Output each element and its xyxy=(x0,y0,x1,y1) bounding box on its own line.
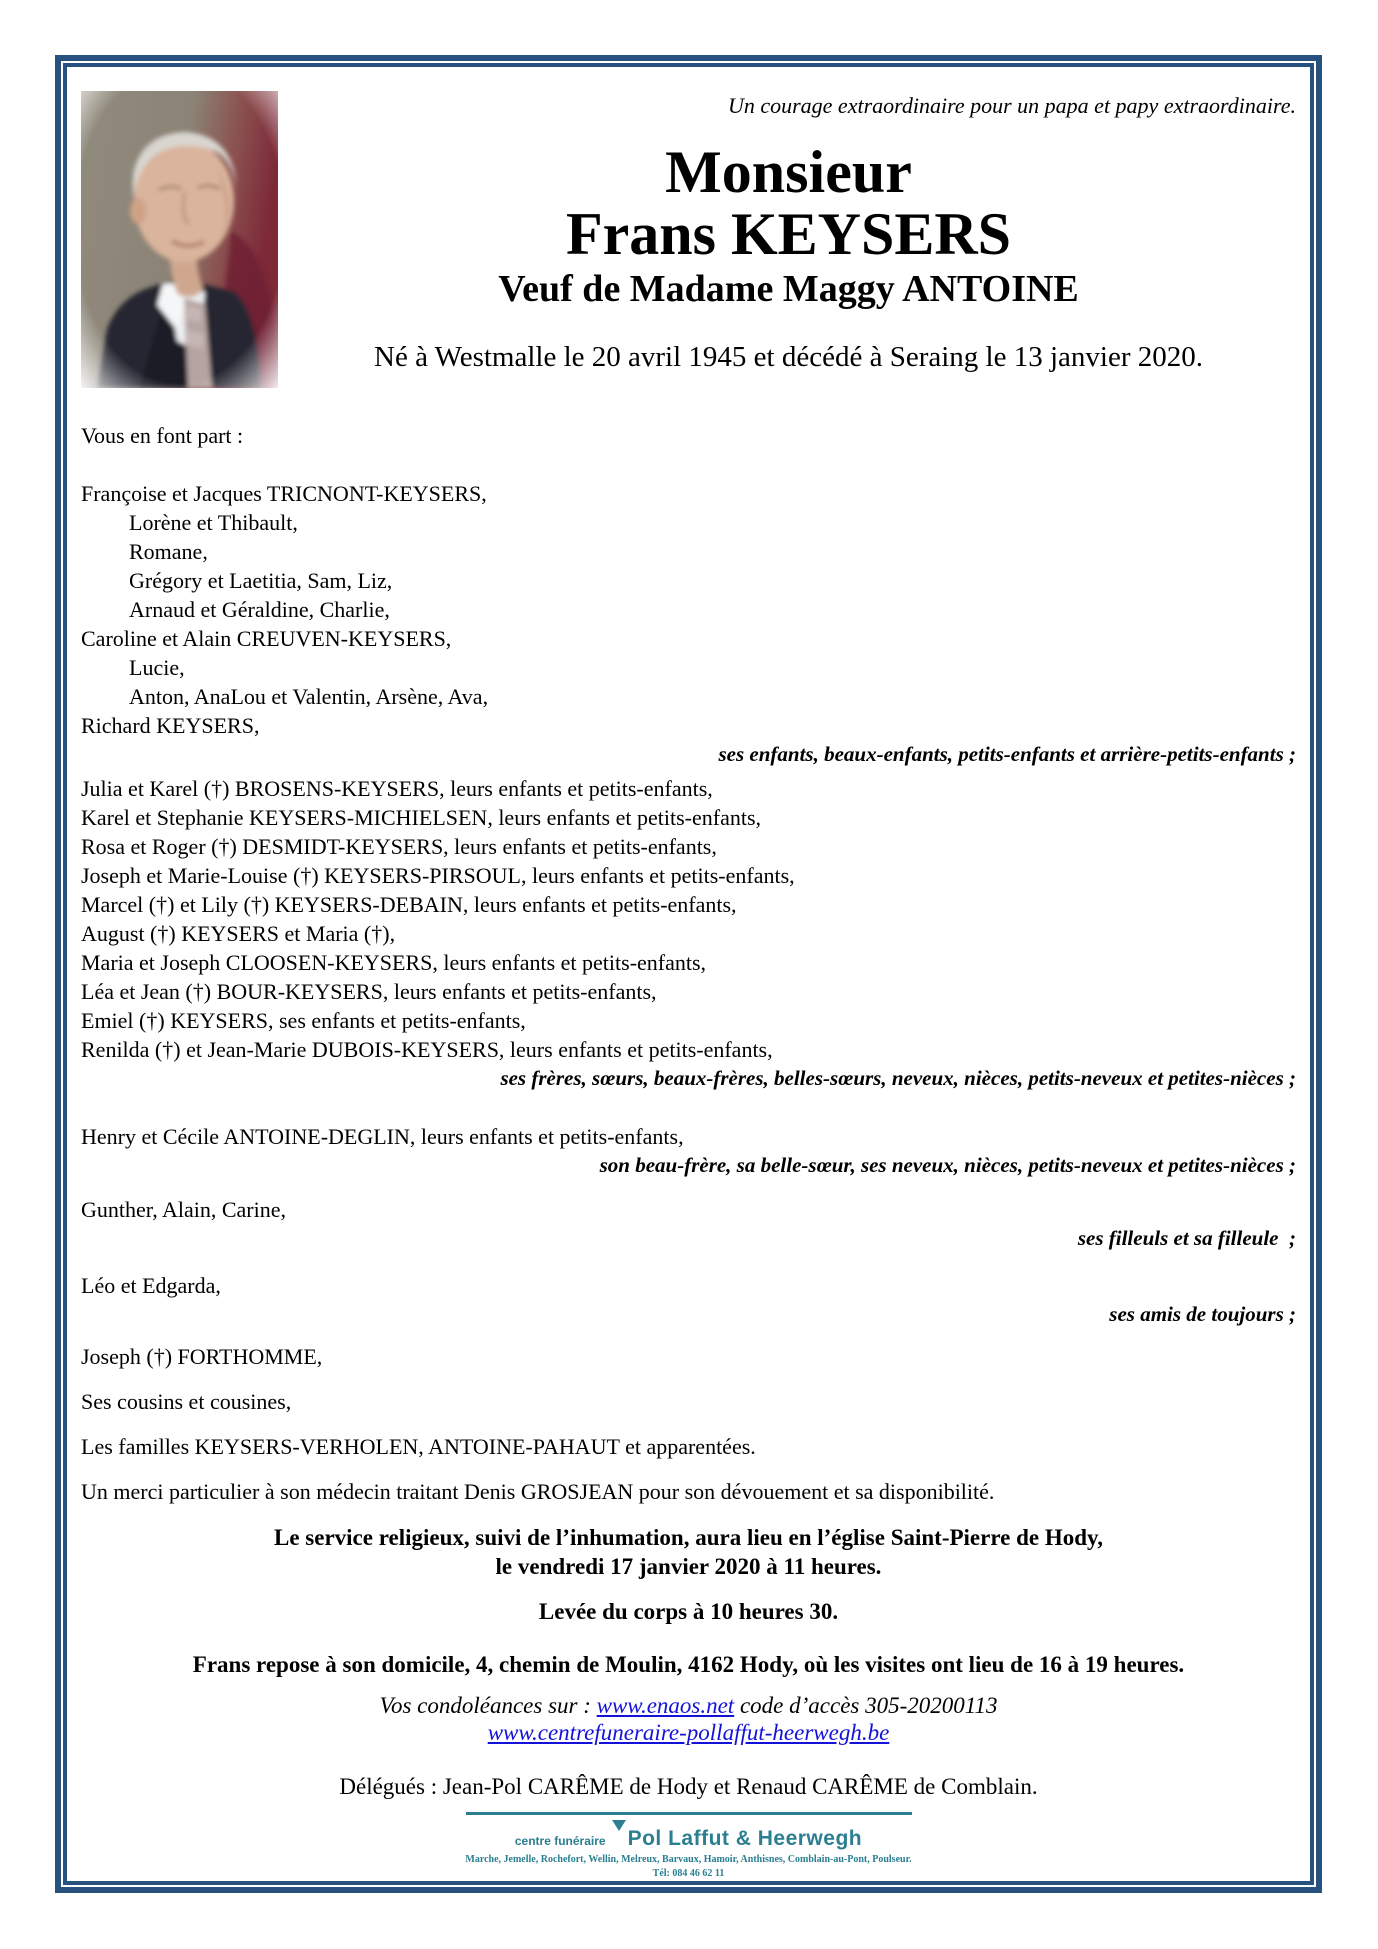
repose-line: Frans repose à son domicile, 4, chemin de Moulin, 4162 Hody, où les visites ont lieu de 16 à 19 heures. xyxy=(192,1652,1185,1677)
dedication-children: ses enfants, beaux-enfants, petits-enfants et arrière-petits-enfants ; xyxy=(718,742,1296,766)
family-line: Romane, xyxy=(129,539,208,564)
family-line: Rosa et Roger (†) DESMIDT-KEYSERS, leurs enfants et petits-enfants, xyxy=(81,834,717,859)
logo-locations: Marche, Jemelle, Rochefort, Wellin, Melreux, Barvaux, Hamoir, Anthisnes, Comblain-au-Pont, Poulseur. xyxy=(465,1854,912,1865)
deceased-name: Frans KEYSERS xyxy=(565,201,1012,267)
logo-brand-prefix: centre funéraire xyxy=(514,1834,606,1848)
funeral-home-logo xyxy=(81,1812,1296,1879)
family-line: Julia et Karel (†) BROSENS-KEYSERS, leurs enfants et petits-enfants, xyxy=(81,776,713,801)
siblings-block xyxy=(81,774,1296,1093)
funeral-home-link-line xyxy=(81,1719,1296,1746)
forthomme-line: Joseph (†) FORTHOMME, xyxy=(81,1344,323,1369)
condolences-prefix: Vos condoléances sur : xyxy=(379,1693,597,1718)
family-line: Gunther, Alain, Carine, xyxy=(81,1197,287,1222)
children-block xyxy=(81,479,1296,769)
family-line: August (†) KEYSERS et Maria (†), xyxy=(81,921,396,946)
family-line: Henry et Cécile ANTOINE-DEGLIN, leurs enfants et petits-enfants, xyxy=(81,1124,684,1149)
dedication-godchildren: ses filleuls et sa filleule ; xyxy=(1077,1226,1296,1250)
family-line: Emiel (†) KEYSERS, ses enfants et petits-enfants, xyxy=(81,1008,526,1033)
levee-line: Levée du corps à 10 heures 30. xyxy=(538,1599,839,1624)
family-line: Anton, AnaLou et Valentin, Arsène, Ava, xyxy=(129,684,489,709)
logo-brand-name: Pol Laffut & Heerwegh xyxy=(627,1827,863,1850)
family-line: Joseph et Marie-Louise (†) KEYSERS-PIRSOUL, leurs enfants et petits-enfants, xyxy=(81,863,795,888)
dedication-inlaws: son beau-frère, sa belle-sœur, ses neveux, nièces, petits-neveux et petites-nièces ; xyxy=(599,1153,1296,1177)
family-line: Léa et Jean (†) BOUR-KEYSERS, leurs enfants et petits-enfants, xyxy=(81,979,657,1004)
family-line: Marcel (†) et Lily (†) KEYSERS-DEBAIN, leurs enfants et petits-enfants, xyxy=(81,892,737,917)
announcement-body xyxy=(81,421,1296,1879)
dedication-friends: ses amis de toujours ; xyxy=(1109,1302,1296,1326)
header-title-block xyxy=(281,91,1296,373)
frame-inner-border xyxy=(63,63,1314,1885)
family-line: Caroline et Alain CREUVEN-KEYSERS, xyxy=(81,626,452,651)
enaos-link[interactable]: www.enaos.net xyxy=(596,1693,735,1718)
portrait-photo xyxy=(81,91,278,388)
funeral-home-link[interactable]: www.centrefuneraire-pollaffut-heerwegh.be xyxy=(487,1720,890,1745)
service-date-line: le vendredi 17 janvier 2020 à 11 heures. xyxy=(495,1554,882,1579)
friends-block xyxy=(81,1271,1296,1329)
logo-rule xyxy=(466,1812,912,1815)
delegates-line: Délégués : Jean-Pol CARÊME de Hody et Renaud CARÊME de Comblain. xyxy=(339,1774,1038,1799)
family-line: Lorène et Thibault, xyxy=(129,510,298,535)
dedication-siblings: ses frères, sœurs, beaux-frères, belles-sœurs, neveux, nièces, petits-neveux et petites-nièces ; xyxy=(500,1066,1296,1090)
inlaws-block xyxy=(81,1122,1296,1180)
dedication-quote: Un courage extraordinaire pour un papa et papy extraordinaire. xyxy=(727,93,1296,118)
header-section xyxy=(81,91,1296,391)
thanks-line: Un merci particulier à son médecin traitant Denis GROSJEAN pour son dévouement et sa disponibilité. xyxy=(81,1479,995,1504)
family-line: Grégory et Laetitia, Sam, Liz, xyxy=(129,568,393,593)
title-monsieur: Monsieur xyxy=(665,139,912,205)
family-line: Karel et Stephanie KEYSERS-MICHIELSEN, leurs enfants et petits-enfants, xyxy=(81,805,762,830)
family-line: Léo et Edgarda, xyxy=(81,1273,221,1298)
condolences-line xyxy=(81,1692,1296,1719)
triangle-down-icon xyxy=(612,1820,626,1831)
cousins-line: Ses cousins et cousines, xyxy=(81,1389,292,1414)
condolences-suffix: code d’accès 305-20200113 xyxy=(734,1693,998,1718)
family-line: Richard KEYSERS, xyxy=(81,713,260,738)
family-line: Lucie, xyxy=(129,655,185,680)
family-line: Françoise et Jacques TRICNONT-KEYSERS, xyxy=(81,481,487,506)
family-line: Renilda (†) et Jean-Marie DUBOIS-KEYSERS, leurs enfants et petits-enfants, xyxy=(81,1037,773,1062)
logo-phone: Tél: 084 46 62 11 xyxy=(652,1868,725,1879)
announcement-intro: Vous en font part : xyxy=(81,423,244,448)
godchildren-block xyxy=(81,1195,1296,1253)
family-line: Arnaud et Géraldine, Charlie, xyxy=(129,597,390,622)
family-line: Maria et Joseph CLOOSEN-KEYSERS, leurs enfants et petits-enfants, xyxy=(81,950,707,975)
logo-brand xyxy=(81,1827,1296,1851)
widower-line: Veuf de Madame Maggy ANTOINE xyxy=(498,268,1079,310)
birth-death-line: Né à Westmalle le 20 avril 1945 et décédé à Seraing le 13 janvier 2020. xyxy=(374,341,1203,373)
decorative-frame xyxy=(55,55,1322,1893)
families-line: Les familles KEYSERS-VERHOLEN, ANTOINE-PAHAUT et apparentées. xyxy=(81,1434,756,1459)
service-church-line: Le service religieux, suivi de l’inhumation, aura lieu en l’église Saint-Pierre de Hody, xyxy=(273,1525,1104,1550)
